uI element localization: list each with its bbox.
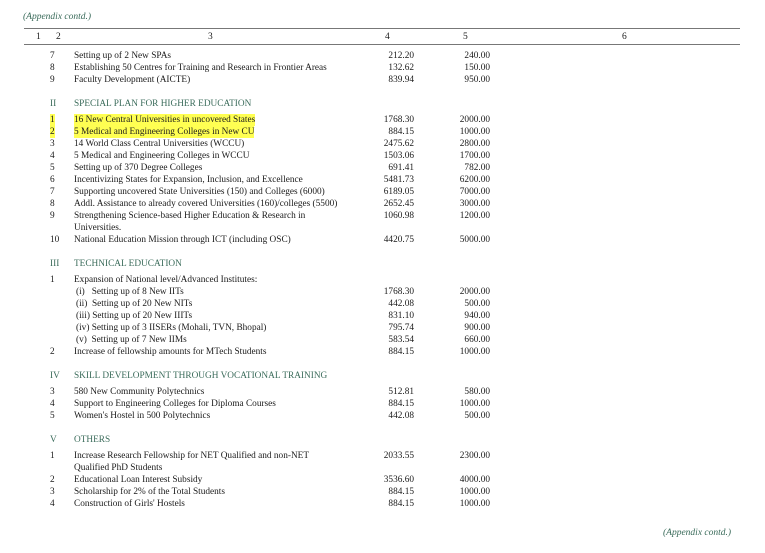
amount-column-4: 6189.05 <box>383 187 414 197</box>
continued-note-bottom: (Appendix contd.) <box>663 528 732 538</box>
amount-column-5: 1000.00 <box>459 399 490 409</box>
column-header-4: 4 <box>385 32 390 42</box>
row-description: 16 New Central Universities in uncovered States <box>74 115 256 125</box>
table-row <box>0 114 765 126</box>
row-number: 7 <box>50 187 55 197</box>
amount-column-5: 4000.00 <box>459 475 490 485</box>
row-description: 14 World Class Central Universities (WCCU) <box>74 139 245 149</box>
table-row <box>0 410 765 422</box>
row-number: 8 <box>50 199 55 209</box>
table-row <box>0 138 765 150</box>
row-number: 3 <box>50 139 55 149</box>
amount-column-4: 132.62 <box>388 63 414 73</box>
row-number: 3 <box>50 487 55 497</box>
section-heading-row <box>0 258 765 270</box>
table-row <box>0 298 765 310</box>
amount-column-4: 1768.30 <box>383 287 414 297</box>
row-number: 5 <box>50 411 55 421</box>
section-title: SPECIAL PLAN FOR HIGHER EDUCATION <box>74 99 252 109</box>
amount-column-5: 7000.00 <box>459 187 490 197</box>
table-row <box>0 346 765 358</box>
row-description: Women's Hostel in 500 Polytechnics <box>74 411 211 421</box>
amount-column-4: 831.10 <box>388 311 414 321</box>
row-number: 1 <box>50 275 55 285</box>
amount-column-5: 1000.00 <box>459 127 490 137</box>
table-row <box>0 334 765 346</box>
table-row <box>0 234 765 246</box>
row-description: Faculty Development (AICTE) <box>74 75 191 85</box>
table-row <box>0 74 765 86</box>
amount-column-4: 2475.62 <box>383 139 414 149</box>
amount-column-4: 884.15 <box>388 499 414 509</box>
column-header-2: 2 <box>56 32 61 42</box>
column-header-6: 6 <box>622 32 627 42</box>
amount-column-5: 2000.00 <box>459 115 490 125</box>
row-number: 1 <box>50 115 55 125</box>
row-description: Construction of Girls' Hostels <box>74 499 185 509</box>
amount-column-4: 884.15 <box>388 487 414 497</box>
row-number: 6 <box>50 175 55 185</box>
amount-column-5: 500.00 <box>464 411 490 421</box>
table-row <box>0 162 765 174</box>
table-row <box>0 310 765 322</box>
amount-column-4: 512.81 <box>388 387 414 397</box>
table-row <box>0 450 765 462</box>
row-description: Setting up of 370 Degree Colleges <box>74 163 203 173</box>
row-description: Qualified PhD Students <box>74 463 163 473</box>
header-rule-top <box>24 28 740 29</box>
row-description: Establishing 50 Centres for Training and Research in Frontier Areas <box>74 63 327 73</box>
row-description: (v) Setting up of 7 New IIMs <box>76 335 187 345</box>
amount-column-5: 3000.00 <box>459 199 490 209</box>
row-description: Expansion of National level/Advanced Institutes: <box>74 275 258 285</box>
row-number: IV <box>50 371 60 381</box>
row-description: (ii) Setting up of 20 New NITs <box>76 299 193 309</box>
amount-column-5: 782.00 <box>464 163 490 173</box>
table-row <box>0 210 765 222</box>
amount-column-4: 2652.45 <box>383 199 414 209</box>
row-description: Addl. Assistance to already covered Universities (160)/colleges (5500) <box>74 199 338 209</box>
column-header-5: 5 <box>463 32 468 42</box>
row-number: III <box>50 259 60 269</box>
amount-column-5: 660.00 <box>464 335 490 345</box>
table-row <box>0 498 765 510</box>
section-title: OTHERS <box>74 435 111 445</box>
row-number: 2 <box>50 347 55 357</box>
amount-column-5: 240.00 <box>464 51 490 61</box>
column-header-3: 3 <box>208 32 213 42</box>
row-description: (i) Setting up of 8 New IITs <box>76 287 184 297</box>
amount-column-4: 1060.98 <box>383 211 414 221</box>
table-row <box>0 474 765 486</box>
row-number: 2 <box>50 475 55 485</box>
row-description: Universities. <box>74 223 122 233</box>
row-description: (iv) Setting up of 3 IISERs (Mohali, TVN, Bhopal) <box>76 323 267 333</box>
section-title: SKILL DEVELOPMENT THROUGH VOCATIONAL TRAINING <box>74 371 328 381</box>
amount-column-4: 884.15 <box>388 347 414 357</box>
amount-column-4: 212.20 <box>388 51 414 61</box>
amount-column-4: 839.94 <box>388 75 414 85</box>
table-row <box>0 126 765 138</box>
row-number: 2 <box>50 127 55 137</box>
amount-column-4: 3536.60 <box>383 475 414 485</box>
amount-column-5: 2000.00 <box>459 287 490 297</box>
amount-column-4: 1503.06 <box>383 151 414 161</box>
table-row <box>0 398 765 410</box>
amount-column-4: 884.15 <box>388 127 414 137</box>
amount-column-5: 580.00 <box>464 387 490 397</box>
amount-column-5: 2300.00 <box>459 451 490 461</box>
section-title: TECHNICAL EDUCATION <box>74 259 182 269</box>
row-description: Strengthening Science-based Higher Education & Research in <box>74 211 306 221</box>
amount-column-4: 5481.73 <box>383 175 414 185</box>
column-header-1: 1 <box>36 32 41 42</box>
amount-column-4: 691.41 <box>388 163 414 173</box>
table-row <box>0 62 765 74</box>
table-row <box>0 322 765 334</box>
row-description: Support to Engineering Colleges for Diploma Courses <box>74 399 276 409</box>
continued-note-top: (Appendix contd.) <box>23 12 92 22</box>
row-description: Increase of fellowship amounts for MTech Students <box>74 347 267 357</box>
amount-column-4: 1768.30 <box>383 115 414 125</box>
row-description: (iii) Setting up of 20 New IIITs <box>76 311 193 321</box>
row-number: V <box>50 435 57 445</box>
section-heading-row <box>0 370 765 382</box>
amount-column-5: 1000.00 <box>459 487 490 497</box>
amount-column-5: 940.00 <box>464 311 490 321</box>
amount-column-5: 5000.00 <box>459 235 490 245</box>
row-number: 5 <box>50 163 55 173</box>
row-description: 5 Medical and Engineering Colleges in New CU <box>74 127 255 137</box>
row-description: Increase Research Fellowship for NET Qualified and non-NET <box>74 451 310 461</box>
table-row <box>0 50 765 62</box>
amount-column-5: 1200.00 <box>459 211 490 221</box>
table-row <box>0 222 765 234</box>
amount-column-5: 1000.00 <box>459 347 490 357</box>
row-description: Scholarship for 2% of the Total Students <box>74 487 226 497</box>
row-number: 10 <box>50 235 60 245</box>
table-row <box>0 186 765 198</box>
table-row <box>0 286 765 298</box>
amount-column-5: 150.00 <box>464 63 490 73</box>
amount-column-5: 1000.00 <box>459 499 490 509</box>
amount-column-4: 442.08 <box>388 299 414 309</box>
amount-column-4: 795.74 <box>388 323 414 333</box>
row-number: 1 <box>50 451 55 461</box>
amount-column-5: 1700.00 <box>459 151 490 161</box>
row-number: 9 <box>50 211 55 221</box>
row-number: II <box>50 99 57 109</box>
amount-column-5: 6200.00 <box>459 175 490 185</box>
table-row <box>0 150 765 162</box>
amount-column-5: 900.00 <box>464 323 490 333</box>
row-number: 4 <box>50 499 55 509</box>
row-description: 580 New Community Polytechnics <box>74 387 205 397</box>
row-description: National Education Mission through ICT (including OSC) <box>74 235 291 245</box>
row-number: 7 <box>50 51 55 61</box>
table-row <box>0 386 765 398</box>
table-row <box>0 462 765 474</box>
amount-column-5: 950.00 <box>464 75 490 85</box>
header-rule-bottom <box>24 44 740 45</box>
amount-column-4: 2033.55 <box>383 451 414 461</box>
section-heading-row <box>0 98 765 110</box>
row-description: Incentivizing States for Expansion, Inclusion, and Excellence <box>74 175 303 185</box>
table-row <box>0 486 765 498</box>
amount-column-5: 500.00 <box>464 299 490 309</box>
row-description: Setting up of 2 New SPAs <box>74 51 172 61</box>
row-number: 9 <box>50 75 55 85</box>
amount-column-4: 583.54 <box>388 335 414 345</box>
amount-column-5: 2800.00 <box>459 139 490 149</box>
row-number: 3 <box>50 387 55 397</box>
row-description: Supporting uncovered State Universities (150) and Colleges (6000) <box>74 187 325 197</box>
amount-column-4: 442.08 <box>388 411 414 421</box>
amount-column-4: 884.15 <box>388 399 414 409</box>
row-number: 4 <box>50 151 55 161</box>
row-description: Educational Loan Interest Subsidy <box>74 475 203 485</box>
section-heading-row <box>0 434 765 446</box>
row-number: 8 <box>50 63 55 73</box>
amount-column-4: 4420.75 <box>383 235 414 245</box>
table-row <box>0 198 765 210</box>
row-number: 4 <box>50 399 55 409</box>
table-row <box>0 174 765 186</box>
row-description: 5 Medical and Engineering Colleges in WCCU <box>74 151 250 161</box>
table-row <box>0 274 765 286</box>
